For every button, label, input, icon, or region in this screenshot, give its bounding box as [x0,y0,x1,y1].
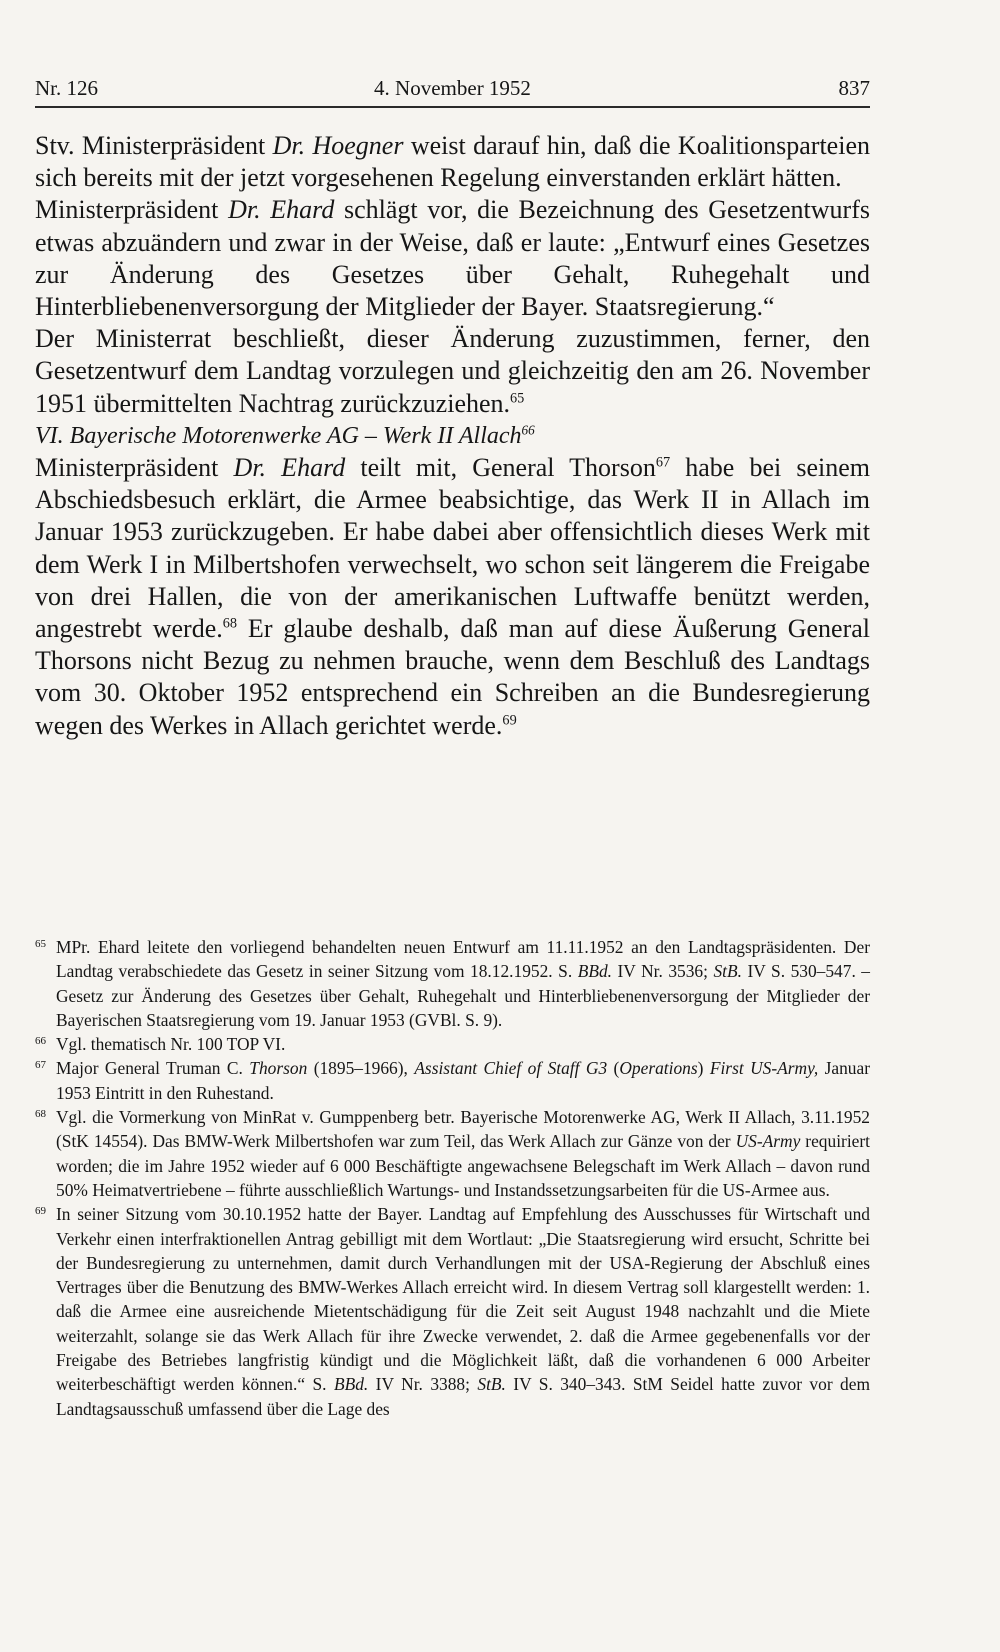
text-segment: Stv. Ministerpräsident [35,131,273,160]
text-segment: weist darauf hin, daß die Koalitionsparteien sich bereits mit der jetzt vorgesehenen Regelung einverstanden erklärt hätten. [35,131,870,193]
text-segment: Vgl. die Vormerkung von MinRat v. Gumppenberg betr. Bayerische Motorenwerke AG, Werk II Allach, 3.11.1952 (StK 14554). Das BMW-Werk Milbertshofen war zum Teil, das Werk Allach zur Gänze von der [56,1107,870,1152]
footnotes [35,935,870,1421]
text-segment: IV S. 340–343. StM Seidel hatte zuvor vor dem Landtagsausschuß umfassend über die Lage des [56,1374,870,1419]
main-text [35,130,870,742]
text-segment: IV Nr. 3388; [368,1374,478,1395]
text-segment: ( [607,1058,620,1079]
footnote-65 [35,935,870,1032]
footnote-66 [35,1032,870,1056]
person-name: Dr. Hoegner [272,131,404,160]
paragraph-ehard-thorson [35,452,870,742]
page-header [35,76,870,104]
text-italic: BBd. [333,1374,369,1395]
text-segment: Er glaube deshalb, daß man auf diese Äußerung General Thorsons nicht Bezug zu nehmen brauche, wenn dem Beschluß des Landtags vom 30. Oktober 1952 entsprechend ein Schreiben an die Bundesregierung wegen des Werkes in Allach gerichtet werde. [35,614,870,740]
text-segment: IV Nr. 3536; [612,961,714,982]
section-title: VI. Bayerische Motorenwerke AG – Werk II Allach [35,422,522,449]
person-name: Dr. Ehard [233,453,346,483]
footnote-ref: 69 [502,712,517,729]
footnote-number: 69 [35,1205,46,1218]
footnote-number: 68 [35,1108,46,1121]
text-segment: (1895–1966), [307,1058,415,1079]
text-segment: MPr. Ehard leitete den vorliegend behandelten neuen Entwurf am 11.11.1952 an den Landtagspräsidenten. Der Landtag verabschiedete das Gesetz in seiner Sitzung vom 18.12.1952. S. [56,937,870,982]
text-segment: Ministerpräsident [35,453,234,483]
text-segment: Major General Truman C. [56,1058,250,1079]
paragraph-ehard-proposal [35,194,870,323]
footnote-number: 65 [35,938,46,950]
text-segment: schlägt vor, die Bezeichnung des Gesetzentwurfs etwas abzuändern und zwar in der Weise, daß er laute: „Entwurf eines Gesetzes zur Änderung des Gesetzes über Gehalt, Ruhegehalt und Hinterbliebenenversorgung der Mitglieder der Bayer. Staatsregierung.“ [35,195,870,322]
document-number: Nr. 126 [35,76,98,100]
page-number: 837 [838,76,870,100]
footnote-ref: 67 [655,454,671,471]
text-italic: Thorson [249,1058,308,1079]
footnote-ref: 68 [222,615,238,632]
footnote-69 [35,1202,870,1421]
header-rule [35,106,870,108]
text-segment: teilt mit, General Thorson [345,453,656,483]
text-segment: Ministerpräsident [35,195,229,225]
footnote-number: 66 [35,1035,46,1048]
document-date: 4. November 1952 [374,76,531,100]
text-segment: requiriert worden; die im Jahre 1952 wieder auf 6 000 Beschäftigte angewachsene Belegschaft im Werk Allach – davon rund 50% Heimatvertriebene – führte ausschließlich Wartungs- und Instandssetzungsarbeiten für die US-Armee aus. [56,1131,870,1200]
text-segment: Vgl. thematisch Nr. 100 TOP VI. [56,1034,286,1055]
text-segment: Der Ministerrat beschließt, dieser Änderung zuzustimmen, ferner, den Gesetzentwurf dem Landtag vorzulegen und gleichzeitig den am 26. November 1951 übermittelten Nachtrag zurückzuziehen. [35,324,870,418]
person-name: Dr. Ehard [228,195,335,225]
footnote-ref: 66 [521,422,535,438]
text-segment: Januar 1953 Eintritt in den Ruhestand. [56,1058,870,1103]
text-segment: ) [697,1058,710,1079]
text-italic: BBd. [577,961,612,982]
footnote-number: 67 [35,1059,46,1072]
text-segment: IV S. 530–547. – Gesetz zur Änderung des Gesetzes über Gehalt, Ruhegehalt und Hinterbliebenenversorgung der Mitglieder der Bayerischen Staatsregierung vom 19. Januar 1953 (GVBl. S. 9). [56,961,871,1030]
paragraph-hoegner [35,130,870,194]
paragraph-decision [35,323,870,420]
text-italic: StB. [477,1374,506,1395]
text-italic: First US-Army, [709,1058,819,1079]
text-segment: habe bei seinem Abschiedsbesuch erklärt, die Armee beabsichtige, das Werk II in Allach im Januar 1953 zurückzugeben. Er habe dabei aber offensichtlich dieses Werk mit dem Werk I in Milbertshofen verwechselt, wo schon seit längerem die Freigabe von drei Hallen, die von der amerikanischen Luftwaffe benützt werden, angestrebt werde. [35,453,870,644]
section-heading [35,420,870,452]
footnote-67 [35,1056,870,1105]
footnote-68 [35,1105,870,1202]
footnote-ref: 65 [510,390,525,407]
text-italic: Operations [619,1058,698,1079]
text-segment: In seiner Sitzung vom 30.10.1952 hatte der Bayer. Landtag auf Empfehlung des Ausschusses für Wirtschaft und Verkehr einen interfraktionellen Antrag gebilligt mit dem Wortlaut: „Die Staatsregierung wird ersucht, Schritte bei der Bundesregierung zu unternehmen, damit durch Verhandlungen mit der USA-Regierung der Abschluß eines Vertrages über die Benutzung des BMW-Werkes Allach erreicht wird. In diesem Vertrag soll klargestellt werden: 1. daß die Armee eine ausreichende Mietentschädigung für die Zeit seit August 1948 nachzahlt und die Miete weiterzahlt, solange sie das Werk Allach für ihre Zwecke verwendet, 2. daß die Armee gegebenenfalls vor der Freigabe des Betriebes langfristig kündigt und die Möglichkeit läßt, daß die vorhandenen 6 000 Arbeiter weiterbeschäftigt werden können.“ S. [56,1204,870,1395]
text-italic: Assistant Chief of Staff G3 [414,1058,608,1079]
text-italic: US-Army [735,1131,801,1152]
text-italic: StB. [713,961,742,982]
